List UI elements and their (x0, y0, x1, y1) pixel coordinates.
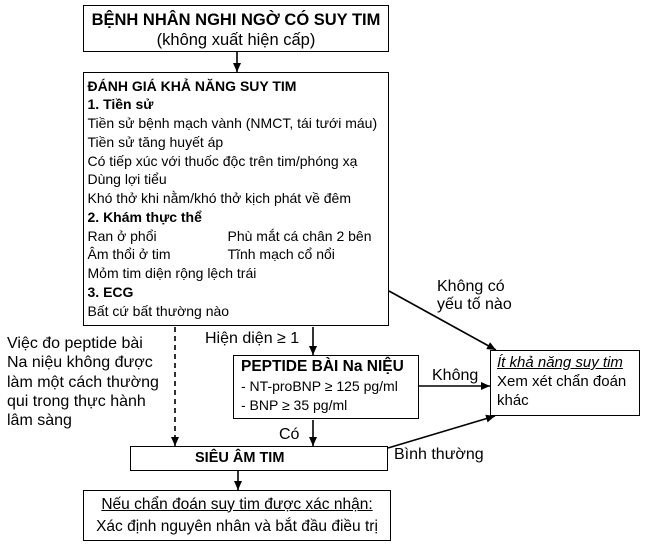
history-item: Dùng lợi tiểu (87, 171, 167, 188)
start-title: BỆNH NHÂN NGHI NGỜ CÓ SUY TIM (91, 11, 381, 29)
history-item: Có tiếp xúc với thuốc độc trên tim/phóng xạ (87, 152, 358, 169)
unlikely-line: khác (497, 392, 529, 409)
exam-item: Tĩnh mạch cổ nổi (227, 246, 335, 263)
history-item: Tiền sử bệnh mạch vành (NMCT, tái tưới máu) (87, 115, 378, 131)
arrow-echo-to-unlikely (388, 416, 495, 448)
ecg-heading: 3. ECG (87, 283, 134, 300)
exam-item: Âm thổi ở tim (87, 246, 171, 263)
exam-item: Phù mắt cá chân 2 bên (227, 227, 372, 244)
edge-label-yes: Có (279, 426, 300, 443)
side-note-line: Na niệu không được (7, 354, 153, 372)
history-item: Tiền sử tăng huyết áp (87, 133, 224, 150)
history-heading: 1. Tiền sử (87, 96, 154, 113)
side-note-line: lâm sàng (7, 412, 72, 429)
start-subtitle: (không xuất hiện cấp) (156, 31, 316, 49)
confirmed-text: Xác định nguyên nhân và bắt đầu điều trị (96, 517, 378, 535)
peptide-title: PEPTIDE BÀI Na NIỆU (241, 357, 404, 375)
side-note-line: làm một cách thường (7, 373, 159, 391)
peptide-threshold: - NT-proBNP ≥ 125 pg/ml (241, 377, 398, 394)
assessment-title: ĐÁNH GIÁ KHẢ NĂNG SUY TIM (87, 77, 297, 94)
edge-label-none-line: Không có (437, 278, 505, 295)
history-item: Khó thở khi nằm/khó thở kịch phát về đêm (87, 190, 351, 206)
exam-item: Ran ở phổi (87, 227, 157, 244)
edge-label-no: Không (432, 367, 479, 384)
confirmed-heading: Nếu chẩn đoán suy tim được xác nhận: (101, 495, 373, 513)
edge-label-normal: Bình thường (394, 446, 484, 463)
unlikely-line: Xem xét chẩn đoán (497, 373, 627, 390)
arrow-assessment-to-unlikely (389, 291, 496, 350)
ecg-item: Bất cứ bất thường nào (87, 302, 230, 319)
peptide-threshold: - BNP ≥ 35 pg/ml (241, 396, 348, 413)
side-note-line: Việc đo peptide bài (7, 335, 143, 352)
exam-heading: 2. Khám thực thể (87, 208, 202, 225)
edge-label-present: Hiện diện ≥ 1 (205, 330, 300, 347)
unlikely-heading: Ít khả năng suy tim (497, 354, 623, 371)
edge-label-none-line: yếu tố nào (437, 296, 512, 313)
side-note-line: qui trong thực hành (7, 392, 146, 410)
exam-item: Mỏm tim diện rộng lệch trái (87, 265, 257, 281)
echo-title: SIÊU ÂM TIM (195, 450, 285, 466)
